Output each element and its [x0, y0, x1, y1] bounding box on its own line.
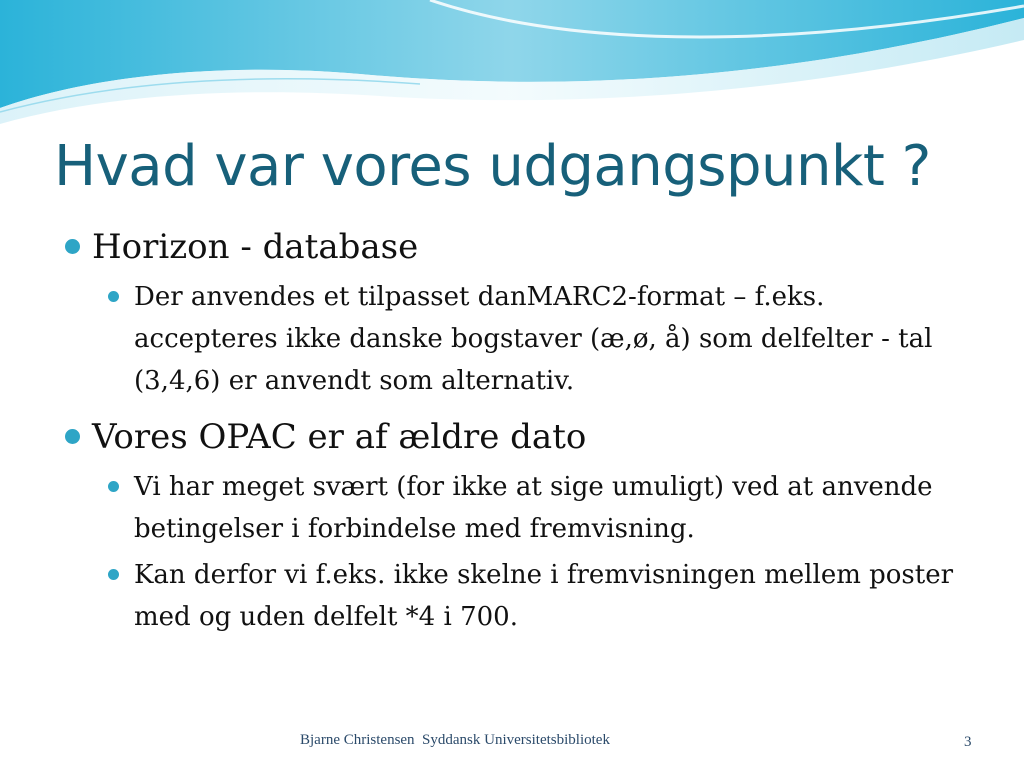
- sub-bullet-dot-icon: [108, 291, 119, 302]
- slide-footer: [0, 732, 1024, 756]
- slide-number: 3: [964, 734, 972, 750]
- sub-bullet-text: Kan derfor vi f.eks. ikke skelne i fremvisningen mellem poster med og uden delfelt *4 i 700.: [134, 560, 954, 632]
- sub-bullet-dot-icon: [108, 481, 119, 492]
- sub-bullet-subfield: [0, 554, 1024, 638]
- bullet-text: Horizon - database: [92, 227, 419, 267]
- bullet-dot-icon: [65, 239, 80, 254]
- bullet-opac: [0, 412, 1024, 462]
- sub-bullet-danmarc: [0, 276, 1024, 402]
- sub-bullet-dot-icon: [108, 569, 119, 580]
- sub-bullet-text: Der anvendes et tilpasset danMARC2-format – f.eks. accepteres ikke danske bogstaver (æ,ø, å) som delfelter - tal (3,4,6) er anvendt som alternativ.: [134, 282, 933, 396]
- slide-content: [0, 222, 1024, 638]
- slide-title: Hvad var vores udgangspunkt ?: [54, 134, 931, 199]
- bullet-dot-icon: [65, 429, 80, 444]
- bullet-text: Vores OPAC er af ældre dato: [92, 417, 587, 457]
- header-wave-decoration: [0, 0, 1024, 130]
- footer-author: Bjarne Christensen Syddansk Universitetsbibliotek: [300, 732, 610, 748]
- sub-bullet-conditions: [0, 466, 1024, 550]
- sub-bullet-text: Vi har meget svært (for ikke at sige umuligt) ved at anvende betingelser i forbindelse med fremvisning.: [134, 472, 933, 544]
- bullet-horizon: [0, 222, 1024, 272]
